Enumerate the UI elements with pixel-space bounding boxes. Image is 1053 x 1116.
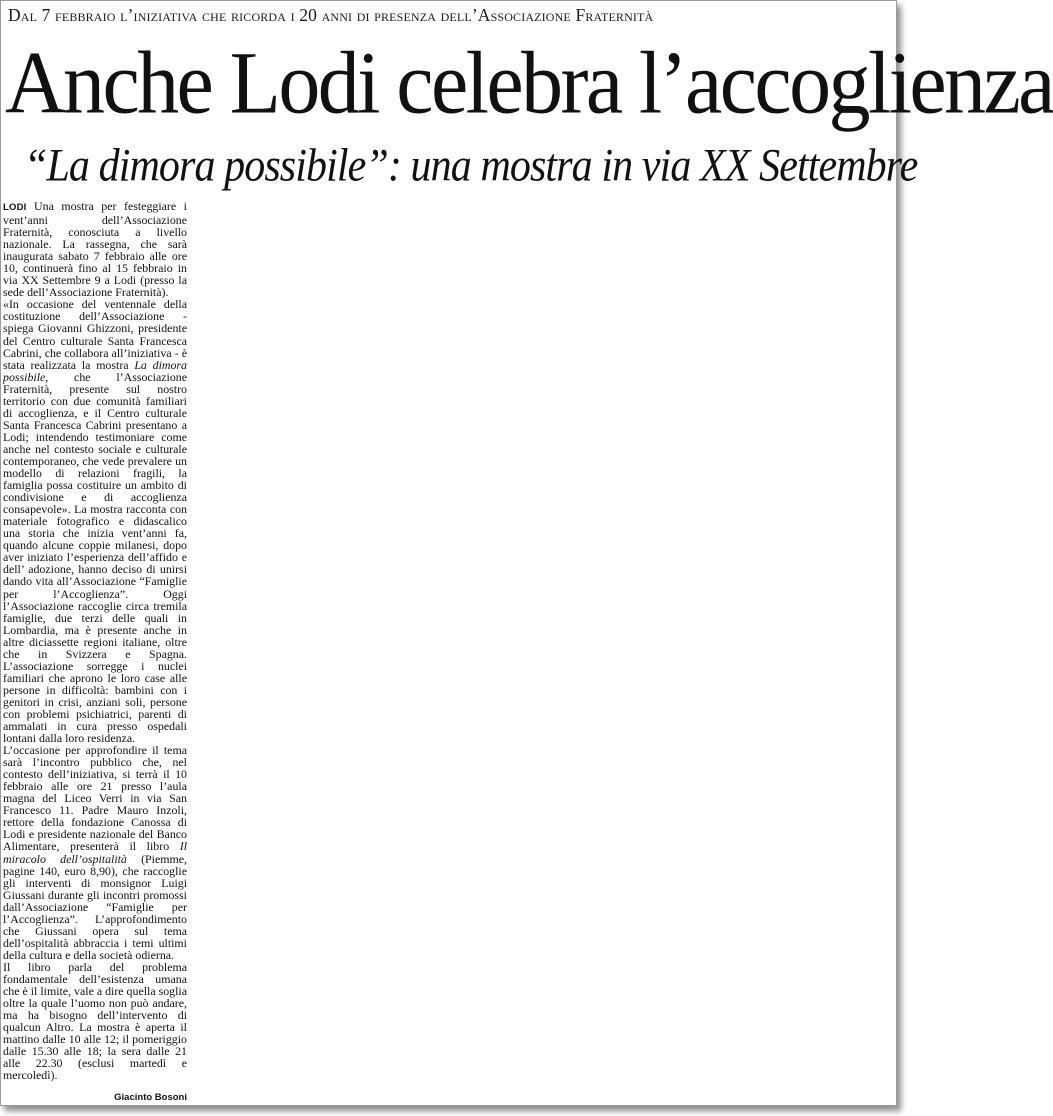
subheadline: “La dimora possibile”: una mostra in via XX Settembre (24, 140, 918, 192)
paragraph-quote (3, 298, 187, 744)
book-title: Il miracolo dell’ospitalità (3, 839, 187, 866)
paragraph-closing (3, 961, 187, 1081)
headline: Anche Lodi celebra l’accoglienza (5, 34, 1053, 133)
body-text: «In occasione del ventennale della costituzione dell’Associazione - spiega Giovanni Ghizzoni, presidente del Centro culturale Santa Francesca Cabrini, che collabora all’iniziativa - è stata realizzata la mostra (3, 297, 187, 372)
kicker: Dal 7 febbraio l’iniziativa che ricorda i 20 anni di presenza dell’Associazione Fraternità (8, 5, 654, 25)
dateline: LODI (3, 202, 27, 213)
body-text: Il libro parla del problema fondamentale dell’esistenza umana che è il limite, vale a dire quella soglia oltre la quale l’uomo non può andare, ma ha bisogno dell’intervento di qualcun Altro. La mostra è aperta il mattino dalle 10 alle 12; il pomeriggio dalle 15.30 alle 18; la sera dalle 21 alle 22.30 (esclusi martedì e mercoledì). (3, 959, 187, 1083)
byline: Giacinto Bosoni (114, 1092, 187, 1103)
body-text: , che l’Associazione Fraternità, presente sul nostro territorio con due comunità familiari di accoglienza, e il Centro culturale Santa Francesca Cabrini presentano a Lodi; intendendo testimoniare come anche nel contesto sociale e culturale contemporaneo, che vede prevalere un modello di relazioni fragili, la famiglia possa costituire un ambito di condivisione e di accoglienza consapevole». La mostra racconta con materiale fotografico e didascalico una storia che inizia vent’anni fa, quando alcune coppie milanesi, dopo aver iniziato l’esperienza dell’affido e dell’ adozione, hanno deciso di unirsi dando vita all’Associazione “Famiglie per l’Accoglienza”. Oggi l’Associazione raccoglie circa tremila famiglie, due terzi delle quali in Lombardia, ma è presente anche in altre diciassette regioni italiane, oltre che in Svizzera e Spagna. L’associazione sorregge i nuclei familiari che aprono le loro case alle persone in difficoltà: bambini con i genitori in crisi, anziani soli, persone con problemi psichiatrici, parenti di ammalati in cura presso ospedali lontani dalla loro residenza. (3, 369, 187, 746)
article-body (3, 200, 187, 1081)
paragraph-event (3, 744, 187, 961)
body-text: (Piemme, pagine 140, euro 8,90), che raccoglie gli interventi di monsignor Luigi Giussani durante gli incontri promossi dall’Associazione “Famiglie per l’Accoglienza”. L’approfondimento che Giussani opera sul tema dell’ospitalità abbraccia i temi ultimi della cultura e della società odierna. (3, 851, 187, 962)
body-text: Una mostra per festeggiare i vent’anni dell’Associazione Fraternità, conosciuta a livello nazionale. La rassegna, che sarà inaugurata sabato 7 febbraio alle ore 10, continuerà fino al 15 febbraio in via XX Settembre 9 a Lodi (presso la sede dell’Associazione Fraternità). (3, 199, 187, 300)
paragraph-intro (3, 200, 187, 298)
body-text: L’occasione per approfondire il tema sarà l’incontro pubblico che, nel contesto dell’iniziativa, si terrà il 10 febbraio alle ore 21 presso l’aula magna del Liceo Verri in via San Francesco 11. Padre Mauro Inzoli, rettore della fondazione Canossa di Lodi e presidente nazionale del Banco Alimentare, presenterà il libro (3, 743, 187, 854)
exhibition-title: La dimora possibile (3, 357, 187, 384)
